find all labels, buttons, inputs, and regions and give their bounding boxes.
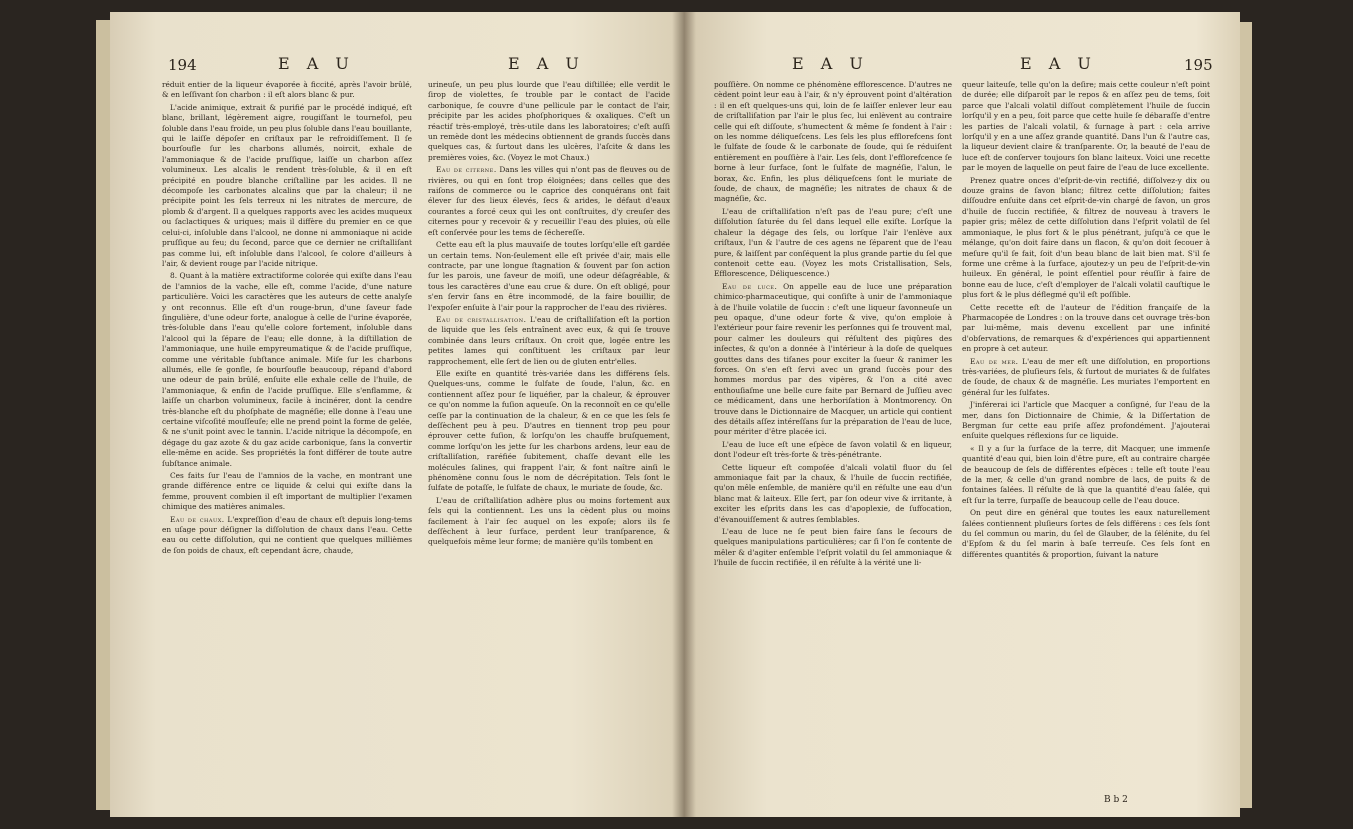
page-number: 194 — [168, 56, 197, 74]
running-head: E A U — [508, 54, 585, 73]
paragraph: L'acide animique, extrait & purifié par le procédé indiqué, eſt blanc, brillant, légèrement aigre, rougiſſant le tournefol, peu ſoluble dans l'eau froide, un peu plus ſoluble dans l'eau bouillante, qui le laiſſe dépoſer en criſtaux par le refroidiſſement. Il ſe bourſoufle ſur les charbons allumés, noircit, exhale de l'ammoniaque & de l'acide pruſſique, laiſſe un charbon aſſez volumineux. Les alcalis le rendent très-ſoluble, & il en eſt précipité en poudre blanche criſtalline par les acides. Il ne décompoſe les carbonates alcalins que par la chaleur; il ne précipite point les ſels terreux ni les nitrates de mercure, de plomb & d'argent. Il a quelques rapports avec les acides muqueux ou ſaclactiques & uriques; mais il diffère du premier en ce que celui-ci, inſoluble dans l'alcool, ne donne ni ammoniaque ni acide pruſſique au feu; du ſecond, parce que ce dernier ne criſtalliſant pas comme lui, eſt inſoluble dans l'alcool, ſe colore d'ailleurs à l'air, & devient rouge par l'acide nitrique. — [162, 102, 412, 268]
paragraph: L'eau de criſtalliſation n'eſt pas de l'eau pure; c'eſt une diſſolution ſaturée du ſel dans lequel elle exiſte. Lorſque la chaleur la dégage des ſels, ou lorſque l'air l'enlève aux criſtaux, l'un & l'autre de ces agens ne ſéparent que de l'eau pure, & laiſſent par conſéquent la plus grande partie du ſel que contenoit cette eau. (Voyez les mots Cristallisation, Sels, Efflorescence, Déliquescence.) — [714, 206, 952, 279]
paragraph: urineuſe, un peu plus lourde que l'eau diſtillée; elle verdit le ſirop de violettes, ſe trouble par le contact de l'acide carbonique, ſe couvre d'une pellicule par le contact de l'air, précipite par les acides phoſphoriques & oxaliques. C'eſt un réactif très-employé, très-utile dans les laboratoires; c'eſt auſſi un remède dont les médecins obtiennent de grands ſuccès dans quelques cas, & ſurtout dans les ulcères, l'aſcite & dans les premières voies, &c. (Voyez le mot Chaux.) — [428, 80, 670, 162]
paragraph: queur laiteuſe, telle qu'on la deſire; mais cette couleur n'eſt point de durée; elle diſparoît par le repos & en aſſez peu de tems, ſoit parce que l'alcali volatil diſſout complètement l'huile de ſuccin lorſqu'il y en a peu, ſoit parce que cette huile ſe débaraſſe d'entre les parties de l'alcali volatil, & ſurnage à part : cela arrive lorſqu'il y en a une aſſez grande quantité. Dans l'un & l'autre cas, la liqueur devient claire & tranſparente. Or, la beauté de l'eau de luce eſt de conſerver toujours ſon blanc laiteux. Voici une recette par le moyen de laquelle on peut faire de l'eau de luce excellente. — [962, 80, 1210, 173]
paragraph: pouſſière. On nomme ce phénomène efflorescence. D'autres ne cèdent point leur eau à l'air, & n'y éprouvent point d'altération : il en eſt quelques-uns qui, loin de ſe laiſſer enlever leur eau de criſtalliſation par l'air le plus ſec, lui enlèvent au contraire celle qui eſt diſſoute, s'humectent & même ſe fondent à l'air : on les nomme déliqueſcens. Les ſels les plus efflorefcens ſont le ſulfate de ſoude & le carbonate de ſoude, qui ſe réduiſent entièrement en pouſſière à l'air. Les ſels, dont l'efflorefcence ſe borne à leur ſurface, ſont le ſulfate de magnéſie, l'alun, le borax, &c. Enfin, les plus déliqueſcens ſont le muriate de ſoude, de chaux, de magnéſie; les nitrates de chaux & de magnéſie, &c. — [714, 80, 952, 204]
paragraph: Prenez quatre onces d'eſprit-de-vin rectifié, diſſolvez-y dix ou douze grains de ſavon blanc; filtrez cette diſſolution; faites diſſoudre enſuite dans cet eſprit-de-vin chargé de ſavon, un gros d'huile de ſuccin rectifiée, & filtrez de nouveau à travers le papier gris; mêlez de cette diſſolution dans l'eſprit volatil de ſel ammoniaque, le plus fort & le plus pénétrant, juſqu'à ce que le mélange, qu'on doit faire dans un flacon, & qu'on doit ſecouer à meſure qu'il ſe fait, ſoit d'un beau blanc de lait bien mat. S'il ſe forme une crême à la ſurface, ajoutez-y un peu de l'eſprit-de-vin huileux. En général, le point eſſentiel pour réuſſir à faire de bonne eau de luce, c'eſt d'employer de l'alcali volatil cauſtique le plus fort & le plus déflegmé qu'il eſt poſſible. — [962, 175, 1210, 300]
paragraph: J'inférerai ici l'article que Macquer a conſigné, ſur l'eau de la mer, dans ſon Dictionnaire de Chimie, & la Diſſertation de Bergman ſur cette eau priſe aſſez profondément. J'ajouterai enſuite quelques réflexions ſur ce liquide. — [962, 400, 1210, 441]
entry-text: L'expreſſion d'eau de chaux eſt depuis long-tems en uſage pour déſigner la diſſolution de chaux dans l'eau. Cette eau ou cette diſſolution, qui ne contient que quelques millièmes de ſon poids de chaux, eſt cependant âcre, chaude, — [162, 514, 412, 555]
text-column-2 — [428, 80, 670, 800]
text-column-2 — [962, 80, 1210, 788]
entry-text: L'eau de mer eſt une diſſolution, en proportions très-variées, de pluſieurs ſels, & ſurtout de muriates & de ſulfates de ſoude, de chaux & de magnéſie. Les muriates l'emportent en général ſur les ſulfates. — [962, 356, 1210, 397]
paragraph: Elle exiſte en quantité très-variée dans les différens ſels. Quelques-uns, comme le ſulfate de ſoude, l'alun, &c. en contiennent aſſez pour ſe liquéfier, par la chaleur, & éprouver ce qu'on nomme la fuſion aqueuſe. On la reconnoît en ce qu'elle ceſſe par la continuation de la chaleur, & en ce que les ſels ſe deſſèchent peu à peu. D'autres en tiennent trop peu pour éprouver cette fuſion, & lorſqu'on les chauffe bruſquement, comme lorſqu'on les jette ſur les charbons ardens, leur eau de criſtalliſation, raréfiée ſubitement, chaſſe devant elle les molécules ſalines, qui frappent l'air, & font naître ainſi le phénomène connu ſous le nom de décrépitation. Tels ſont le ſulfate de potaſſe, le ſulfate de chaux, le muriate de ſoude, &c. — [428, 368, 670, 493]
paragraph: réduit entier de la liqueur évaporée à ficcité, après l'avoir brûlé, & en leſſivant ſon charbon : il eſt alors blanc & pur. — [162, 80, 412, 100]
entry-text: Dans les villes qui n'ont pas de fleuves ou de rivières, ou qui en ſont trop éloignées; dans celles que des raiſons de commerce ou le caprice des conquérans ont fait élever ſur des lieux élevés, ſecs & arides, le défaut d'eaux courantes a forcé ceux qui les ont conſtruites, d'y creuſer des citernes pour y recevoir & y recueillir l'eau des pluies, où elle eſt conſervée pour les tems de ſéchereſſe. — [428, 165, 670, 237]
entry-text: L'eau de criſtalliſation eſt la portion de liquide que les ſels entraînent avec eux, & qui ſe trouve combinée dans leurs criſtaux. On croit que, logée entre les petites lames qui conſtituent les criſtaux par leur rapprochement, elle ſert de lien ou de gluten entr'elles. — [428, 314, 670, 366]
text-column-1 — [162, 80, 412, 800]
paragraph: 8. Quant à la matière extractiforme colorée qui exiſte dans l'eau de l'amnios de la vache, elle eſt, comme l'acide, d'une nature particulière. Voici les caractères que les auteurs de cette analyſe y ont reconnus. Elle eſt d'un rouge-brun, d'une ſaveur fade ſingulière, d'une odeur forte, analogue à celle de l'urine évaporée, très-ſoluble dans l'eau qu'elle colore fortement, inſoluble dans l'alcool qui la ſépare de l'eau; elle donne, à la diſtillation de l'ammoniaque, une huile empyreumatique & de l'acide pruſſique, comme une véritable ſubſtance animale. Miſe ſur les charbons allumés, elle ſe gonfle, ſe bourſoufle beaucoup, répand d'abord une odeur de pain brûlé, enſuite elle exhale celle de l'huile, de l'ammoniaque, & enfin de l'acide pruſſique. Elle s'enflamme, & laiſſe un charbon volumineux, facile à incinérer, dont la cendre très-blanche eſt du phoſphate de magnéſie; elle donne à l'eau une certaine viſcoſité mouſſeuſe; elle ne prend point la forme de gelée, & ne s'unit point avec le tannin. L'acide nitrique la décompoſe, en dégage du gaz azote & du gaz acide carbonique, ſans la convertir elle-même en acide. Ses propriétés la font différer de toute autre ſubſtance animale. — [162, 271, 412, 468]
paragraph: On peut dire en général que toutes les eaux naturellement ſalées contiennent pluſieurs ſortes de ſels différens : ces ſels ſont du ſel commun ou marin, du ſel de Glauber, de la ſélénite, du ſel d'Epſom & du ſel marin à baſe terreuſe. Ces ſels ſont en différentes quantités & proportion, ſuivant la nature — [962, 508, 1210, 559]
paragraph: Ces faits ſur l'eau de l'amnios de la vache, en montrant une grande différence entre ce liquide & celui qui exiſte dans la femme, prouvent combien il eſt important de multiplier l'examen chimique des matières animales. — [162, 471, 412, 512]
paragraph: L'eau de criſtalliſation adhère plus ou moins fortement aux ſels qui la contiennent. Les uns la cèdent plus ou moins facilement à l'air ſec auquel on les expoſe; alors ils ſe deſſèchent à leur ſurface, perdent leur tranſparence, & quelquefois même leur forme; de manière qu'ils tombent en — [428, 495, 670, 547]
paragraph: « Il y a ſur la ſurface de la terre, dit Macquer, une immenſe quantité d'eau qui, bien loin d'être pure, eſt au contraire chargée de beaucoup de ſels de différentes eſpèces : telle eſt toute l'eau de la mer, & celle d'un grand nombre de lacs, de puits & de fontaines ſalées. Il réſulte de là que la quantité d'eau ſalée, qui eſt ſur la terre, ſurpaſſe de beaucoup celle de l'eau douce. — [962, 443, 1210, 505]
paragraph: Cette recette eſt de l'auteur de l'édition françaiſe de la Pharmacopée de Londres : on la trouve dans cet ouvrage très-bon par lui-même, mais devenu excellent par une infinité d'obſervations, de remarques & d'expériences qui appartiennent en propre à cet auteur. — [962, 302, 1210, 354]
paragraph: Cette liqueur eſt compoſée d'alcali volatil fluor du ſel ammoniaque fait par la chaux, & l'huile de ſuccin rectifiée, qu'on mêle enſemble, de manière qu'il en réſulte une eau d'un blanc mat & laiteux. Elle ſert, par ſon odeur vive & irritante, à exciter les eſprits dans les cas d'apoplexie, de ſuffocation, d'évanouiſſement & autres ſemblables. — [714, 462, 952, 524]
book-gutter — [672, 12, 696, 817]
left-page — [110, 12, 684, 817]
paragraph: L'eau de luce ne ſe peut bien faire ſans le ſecours de quelques manipulations particulières; car ſi l'on ſe contente de mêler & d'agiter enſemble l'eſprit volatil du ſel ammoniaque & l'huile de ſuccin rectifiée, il en réſulte à la vérité une li- — [714, 527, 952, 568]
running-head: E A U — [1020, 54, 1097, 73]
running-head: E A U — [278, 54, 355, 73]
right-page — [684, 12, 1240, 817]
entry-heading: Eau de citerne. — [436, 165, 497, 175]
entry-heading: Eau de chaux. — [170, 514, 225, 524]
text-column-1 — [714, 80, 952, 800]
paragraph: L'eau de luce eſt une eſpèce de ſavon volatil & en liqueur, dont l'odeur eſt très-forte & très-pénétrante. — [714, 439, 952, 460]
book-edge-right — [1238, 22, 1252, 808]
entry-text: On appelle eau de luce une préparation chimico-pharmaceutique, qui conſiſte à unir de l'ammoniaque à de l'huile volatile de ſuccin : c'eſt une liqueur ſavonneuſe un peu opaque, d'une odeur forte & vive, qu'on emploie à l'extérieur pour faire revenir les perſonnes qui ſe trouvent mal, pour calmer les douleurs qui réſultent des piqûres des inſectes, & qu'on a donnée à l'intérieur à la doſe de quelques gouttes dans des tiſanes pour exciter la ſueur & ranimer les forces. On s'en eſt ſervi avec un grand ſuccès pour des hommes mordus par des vipères, & l'on a cité avec enthouſiaſme une belle cure faite par Bernard de Juſſieu avec ce médicament, dans une herboriſation à Montmorency. On trouve dans le Dictionnaire de Macquer, un article qui contient des détails aſſez intéreſſans ſur la préparation de l'eau de luce, pour mériter d'être placée ici. — [714, 281, 952, 437]
entry-heading: Eau de luce. — [722, 281, 778, 291]
entry-heading: Eau de mer. — [970, 356, 1019, 366]
page-number: 195 — [1184, 56, 1213, 74]
paragraph: Cette eau eſt la plus mauvaiſe de toutes lorſqu'elle eſt gardée un certain tems. Non-ſeulement elle eſt privée d'air, mais elle contracte, par une longue ſtagnation & ſouvent par ſon action ſur les parois, une ſaveur de moiſi, une odeur déſagréable, & tous les caractères d'une eau crue & dure. On eſt obligé, pour s'en ſervir ſans en être incommodé, de la faire bouillir, de l'expoſer enſuite à l'air pour la rapprocher de l'eau des rivières. — [428, 240, 670, 312]
running-head: E A U — [792, 54, 869, 73]
signature-mark: B b 2 — [1104, 795, 1128, 805]
entry-heading: Eau de cristallisation. — [436, 314, 527, 324]
